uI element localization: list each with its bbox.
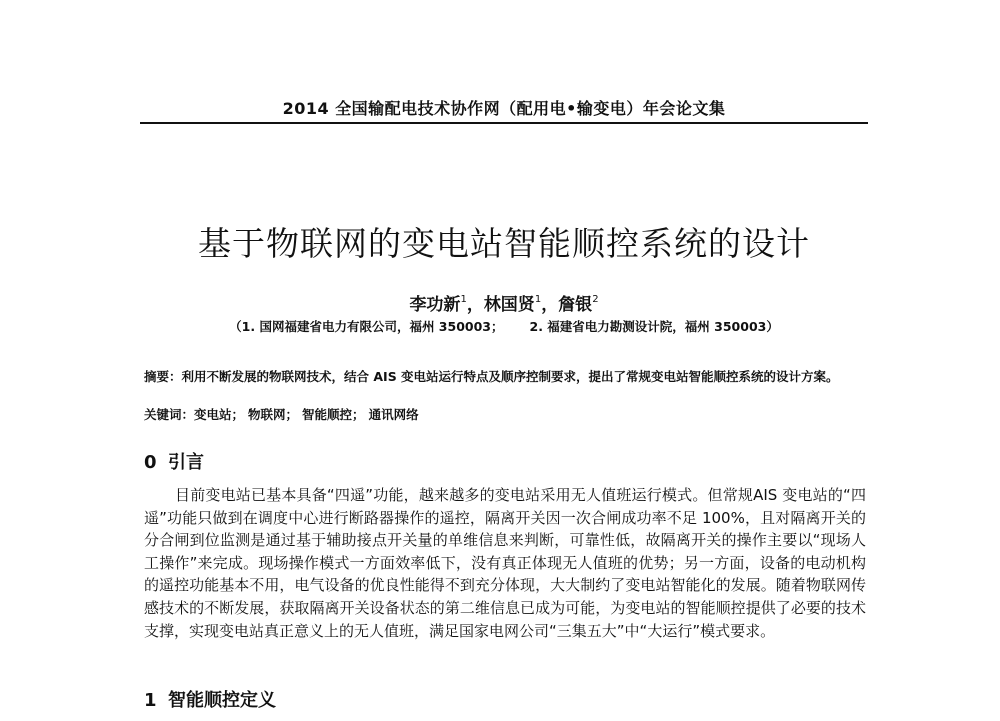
affiliation-1: （1. 国网福建省电力有限公司，福州 350003；: [229, 319, 504, 334]
author-affil-mark: 1: [460, 294, 467, 305]
author-line: [140, 290, 868, 315]
author-affil-mark: 1: [534, 294, 542, 305]
header-rule: [140, 122, 868, 124]
paper-title: 基于物联网的变电站智能顺控系统的设计: [198, 224, 810, 263]
section-title: 智能顺控定义: [168, 690, 276, 711]
keyword: 通讯网络: [368, 407, 419, 422]
section-heading-intro: [144, 448, 204, 474]
author-separator: ，: [466, 295, 484, 315]
keyword: 智能顺控；: [302, 407, 365, 422]
author-name: 林国贤: [483, 295, 535, 315]
running-header: 2014 全国输配电技术协作网（配用电•输变电）年会论文集: [282, 99, 726, 118]
author-name: 李功新: [409, 295, 461, 315]
section-title: 引言: [168, 452, 204, 473]
author-affil-mark: 2: [592, 294, 599, 305]
intro-body: [144, 484, 866, 642]
section-number: 0: [144, 452, 157, 473]
abstract: [144, 368, 866, 385]
abstract-text: 利用不断发展的物联网技术，结合 AIS 变电站运行特点及顺序控制要求，提出了常规变电站智能顺控系统的设计方案。: [181, 369, 839, 384]
abstract-label: 摘要：: [144, 369, 182, 384]
affiliation-2: 2. 福建省电力勘测设计院，福州 350003）: [529, 319, 779, 334]
author-name: 詹银: [558, 295, 593, 315]
author-separator: ，: [541, 295, 559, 315]
keyword: 变电站；: [194, 407, 245, 422]
section-heading-definition: [144, 686, 276, 712]
keywords-label: 关键词：: [144, 407, 195, 422]
keywords: [144, 406, 866, 423]
section-number: 1: [144, 690, 157, 711]
intro-paragraph: 目前变电站已基本具备“四遥”功能，越来越多的变电站采用无人值班运行模式。但常规AIS 变电站的“四遥”功能只做到在调度中心进行断路器操作的遥控，隔离开关因一次合闸成功率不足 100%，且对隔离开关的分合闸到位监测是通过基于辅助接点开关量的单维信息来判断，可靠性低，故隔离开关的操作主要以“现场人工操作”来完成。现场操作模式一方面效率低下，没有真正体现无人值班的优势；另一方面，设备的电动机构的遥控功能基本不用，电气设备的优良性能得不到充分体现，大大制约了变电站智能化的发展。随着物联网传感技术的不断发展，获取隔离开关设备状态的第二维信息已成为可能，为变电站的智能顺控提供了必要的技术支撑，实现变电站真正意义上的无人值班，满足国家电网公司“三集五大”中“大运行”模式要求。: [144, 486, 866, 640]
affiliations: [140, 317, 868, 335]
keyword: 物联网；: [248, 407, 299, 422]
